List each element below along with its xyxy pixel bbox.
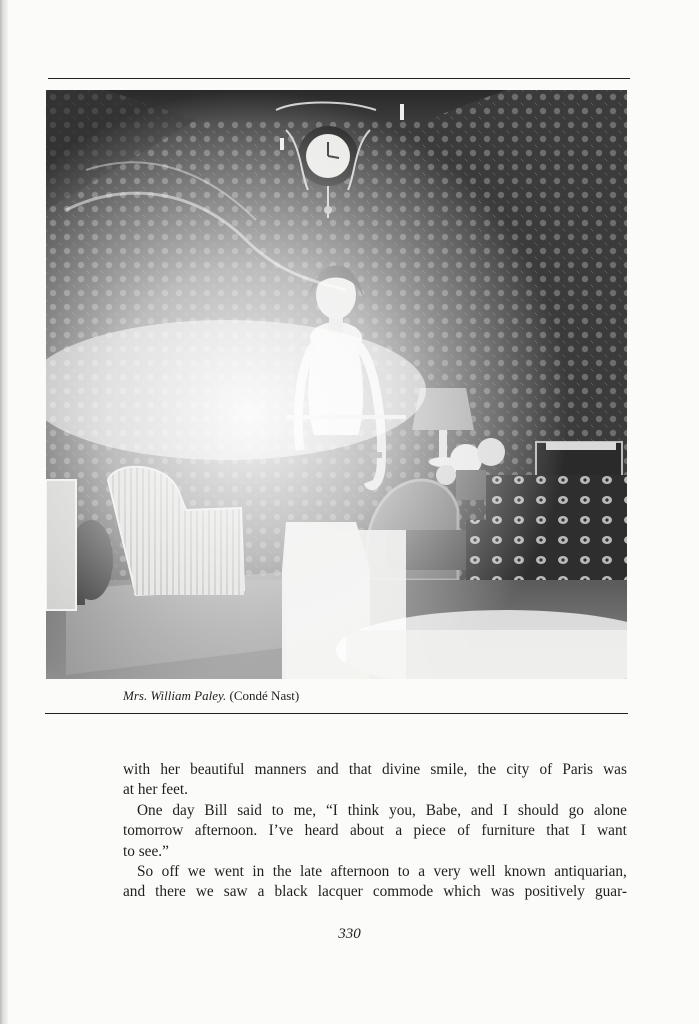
word: commode [372, 883, 434, 901]
word: and [470, 801, 494, 819]
word: went [214, 862, 244, 880]
word: and [316, 761, 339, 778]
text-line [123, 842, 627, 862]
page-edge-shadow [0, 0, 8, 1024]
page-number: 330 [338, 926, 361, 942]
word: we [195, 883, 214, 901]
word: I [580, 822, 586, 840]
word: black [274, 883, 308, 901]
word: the [477, 761, 497, 778]
word: at [123, 781, 135, 799]
top-rule [48, 78, 630, 79]
word: which [443, 883, 481, 901]
word: to [123, 842, 135, 860]
word: antiquarian, [554, 862, 627, 880]
word: “I [325, 801, 338, 819]
word: a [418, 862, 425, 880]
bottom-rule [45, 713, 628, 714]
word: think [347, 801, 380, 819]
word: manners [254, 761, 307, 778]
word: a [257, 883, 265, 901]
text-line [123, 821, 627, 841]
word: her [160, 761, 180, 778]
word: afternoon. [194, 822, 258, 840]
word: was [603, 761, 627, 778]
word: I’ve [268, 822, 294, 840]
word: should [517, 801, 559, 819]
text-line [123, 780, 627, 800]
word: Bill [204, 801, 228, 819]
word: Paris [562, 761, 593, 778]
body-text [123, 760, 627, 903]
word: heard [304, 822, 339, 840]
word: furniture [481, 822, 535, 840]
word: very [433, 862, 461, 880]
word: the [272, 862, 292, 880]
word: want [597, 822, 627, 840]
figure-caption [123, 688, 299, 704]
word: to [271, 801, 284, 819]
word: known [504, 862, 546, 880]
word: was [490, 883, 515, 901]
word: of [539, 761, 553, 778]
word: her [137, 781, 158, 799]
word: me, [293, 801, 317, 819]
word: that [348, 761, 372, 778]
word: off [161, 862, 180, 880]
word: in [252, 862, 265, 880]
word: piece [413, 822, 446, 840]
word: day [172, 801, 195, 819]
word: late [300, 862, 323, 880]
word: lacquer [317, 883, 363, 901]
word: city [506, 761, 530, 778]
word: feet. [161, 781, 188, 799]
caption-credit: (Condé Nast) [229, 688, 300, 703]
text-line [123, 862, 627, 882]
word: a [395, 822, 403, 840]
word: of [457, 822, 470, 840]
word: divine [381, 761, 421, 778]
word: to [397, 862, 410, 880]
word: I [502, 801, 509, 819]
text-line [123, 760, 627, 780]
word: One [137, 801, 163, 819]
word: positively [524, 883, 585, 901]
word: that [546, 822, 570, 840]
text-line [123, 801, 627, 821]
word: said [237, 801, 262, 819]
word: afternoon [330, 862, 390, 880]
word: and [123, 883, 146, 901]
caption-name: Mrs. William Paley. [123, 688, 227, 703]
word: go [568, 801, 584, 819]
photo-illustration [46, 90, 627, 679]
word: So [137, 862, 154, 880]
word: there [155, 883, 186, 901]
word: smile, [430, 761, 468, 778]
word: you, [389, 801, 416, 819]
word: with [123, 761, 151, 778]
portrait-photograph [46, 90, 627, 679]
word: beautiful [190, 761, 245, 778]
word: about [349, 822, 384, 840]
word: tomorrow [123, 822, 184, 840]
word: Babe, [425, 801, 462, 819]
word: see.” [138, 842, 169, 860]
text-line [123, 882, 627, 902]
word: we [187, 862, 206, 880]
word: saw [223, 883, 248, 901]
word: well [469, 862, 496, 880]
word: alone [593, 801, 627, 819]
word: guar- [594, 883, 627, 901]
